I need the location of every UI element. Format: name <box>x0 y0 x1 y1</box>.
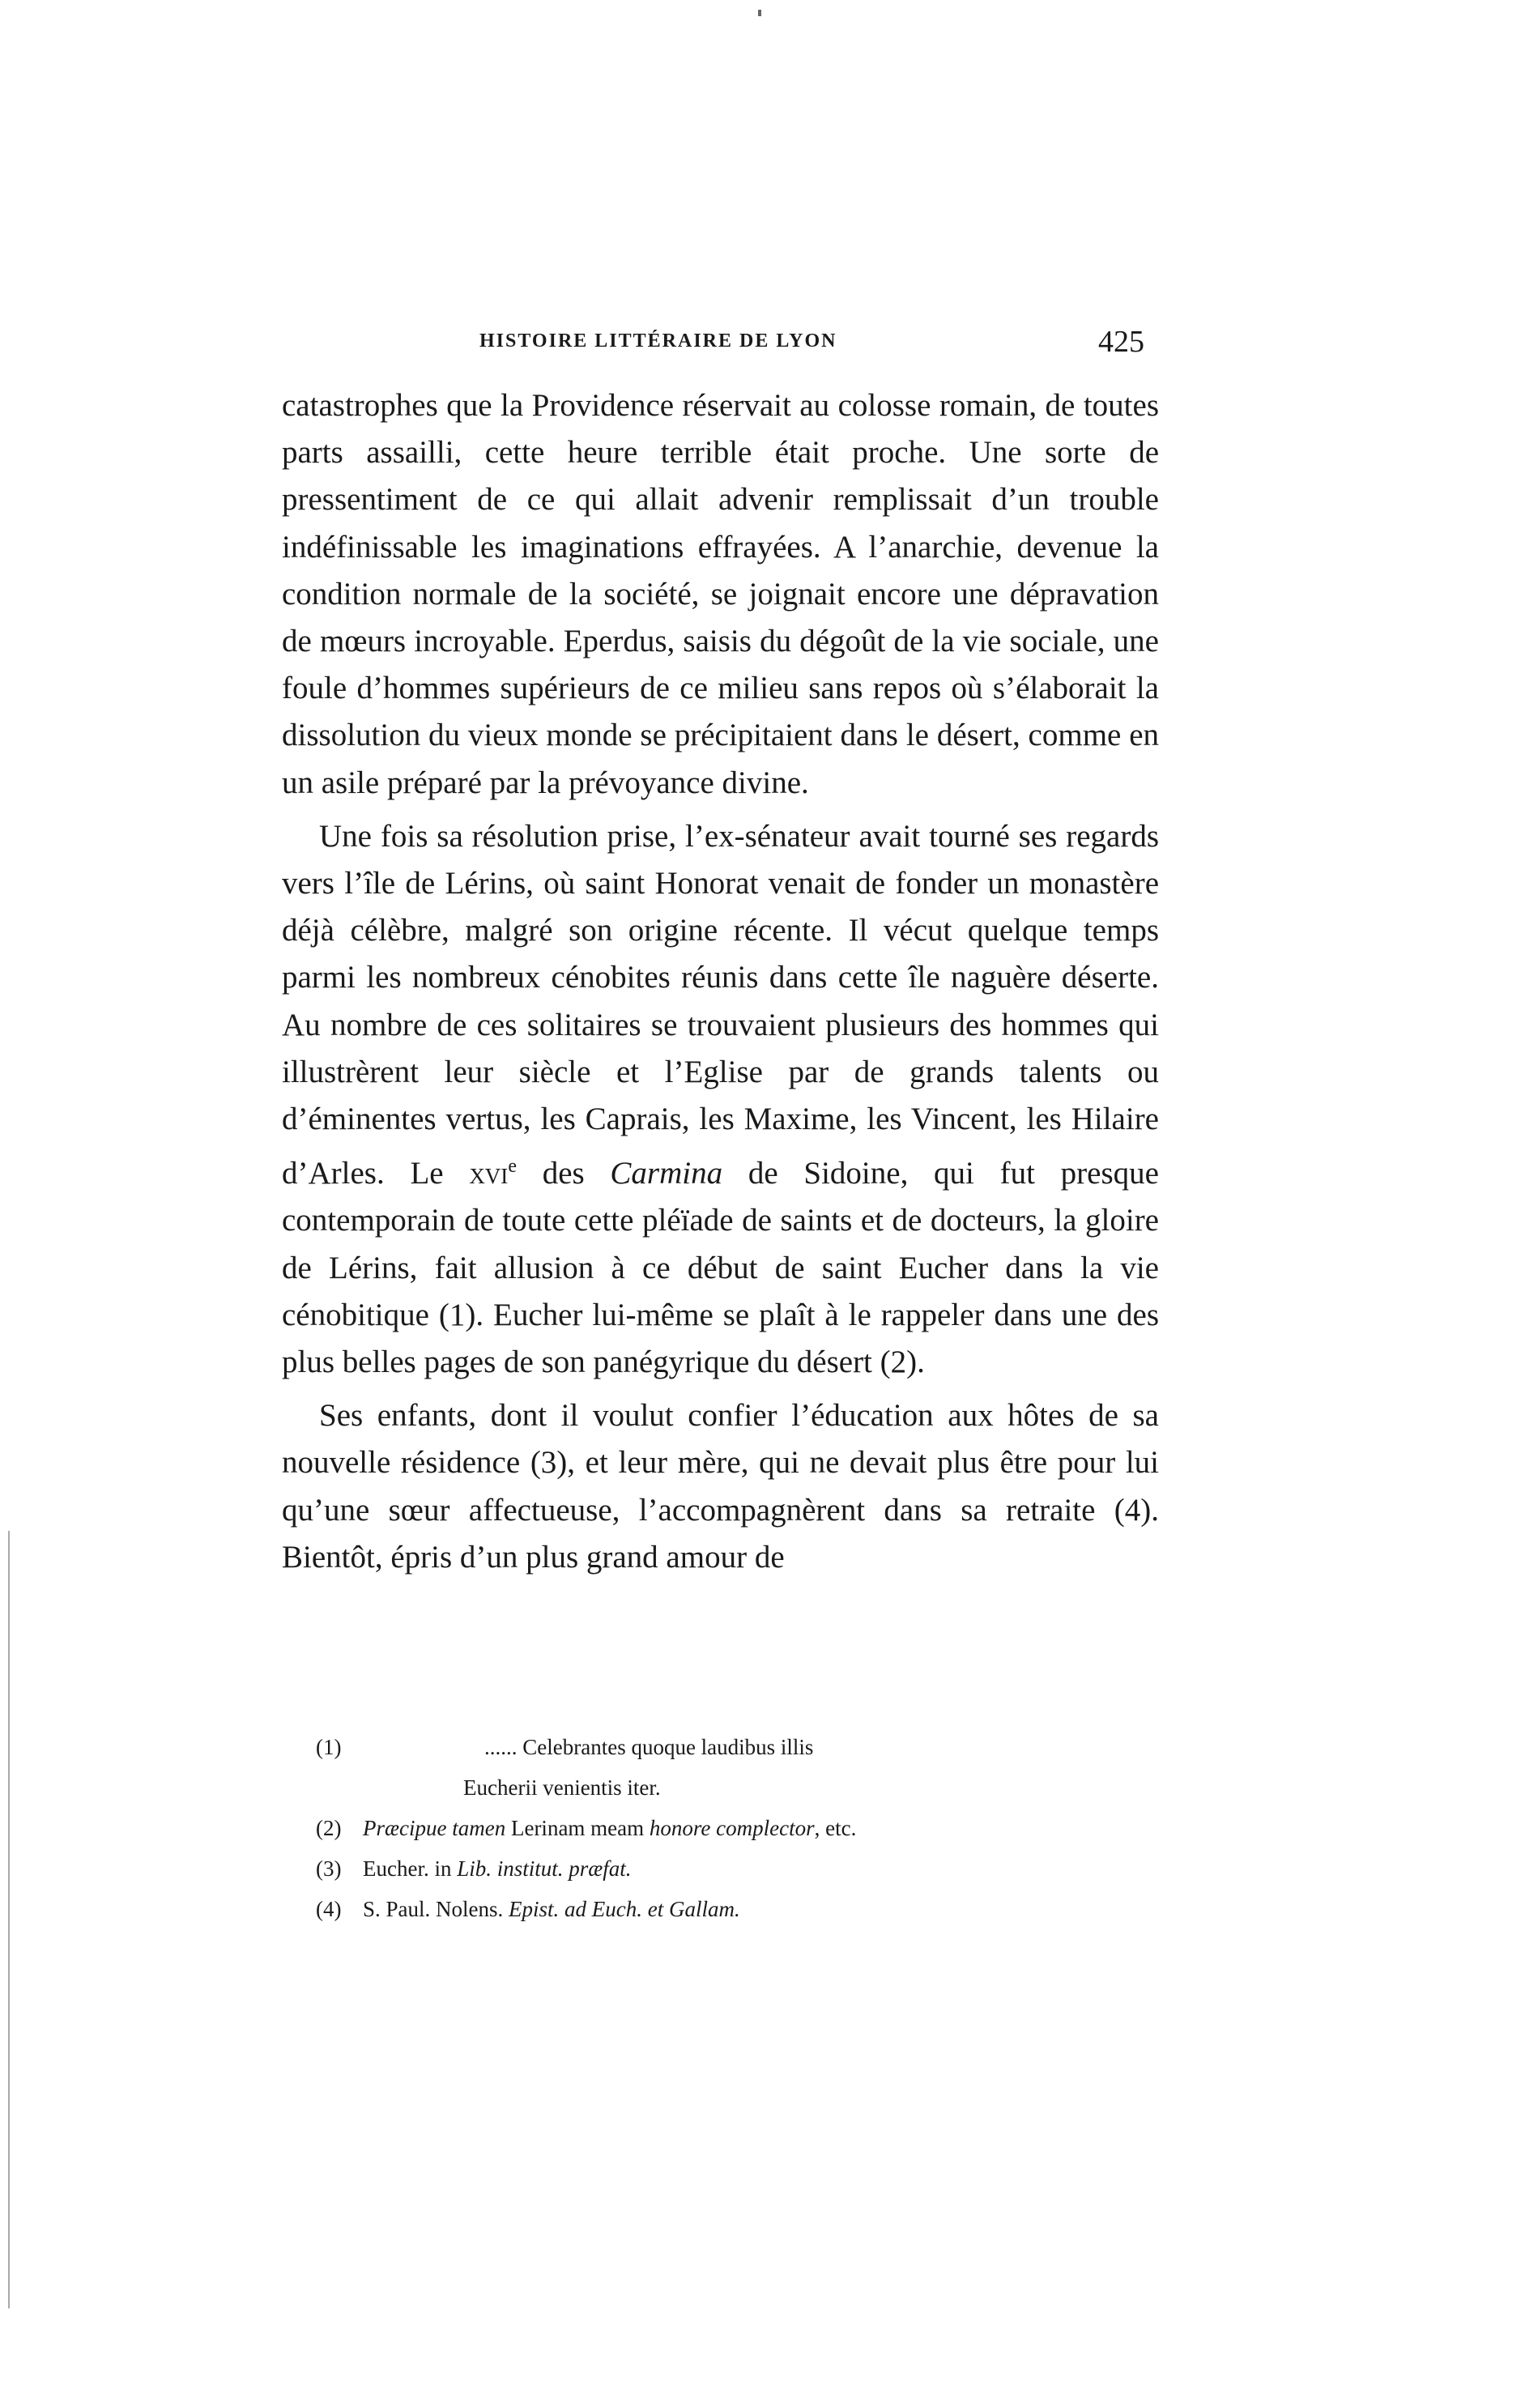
footnote-italic: Epist. ad Euch. et Gallam. <box>509 1897 740 1921</box>
footnote-text: Eucher. in <box>363 1856 458 1881</box>
footnote-text: ...... Celebrantes quoque laudibus illis <box>484 1735 814 1759</box>
scan-edge-line <box>8 1531 10 2308</box>
footnote-number: (1) <box>316 1735 342 1759</box>
footnote-text: Eucherii venientis iter. <box>463 1775 661 1800</box>
footnote-number: (4) <box>316 1897 342 1921</box>
paragraph-3: Ses enfants, dont il voulut confier l’éducation aux hôtes de sa nouvelle résidence (3), et leur mère, qui ne devait plus être pour lui qu’une sœur affectueuse, l’accompagnèrent dans sa retraite (4). Bientôt, épris d’un plus grand amour de <box>282 1398 1159 1575</box>
footnote-1 <box>316 1727 1045 1767</box>
ordinal-sup: e <box>508 1156 517 1178</box>
paragraph-2 <box>282 813 1159 1386</box>
footnote-italic: honore complector <box>649 1816 815 1840</box>
footnote-text: Lerinam meam <box>505 1816 650 1840</box>
footnote-text: S. Paul. Nolens. <box>363 1897 509 1921</box>
footnote-italic: Lib. institut. præfat. <box>457 1856 632 1881</box>
work-title: Carmina <box>610 1156 723 1191</box>
footnote-number: (3) <box>316 1856 342 1881</box>
page-number: 425 <box>1098 325 1144 359</box>
footnotes <box>316 1727 1045 1929</box>
footnote-1-verse <box>316 1767 1045 1808</box>
footnote-2 <box>316 1808 1045 1848</box>
scan-speck <box>758 10 761 16</box>
footnote-3 <box>316 1848 1045 1889</box>
text-des: des <box>516 1156 611 1191</box>
paragraph-2-text: Une fois sa résolution prise, l’ex-sénateur avait tourné ses regards vers l’île de Lérins, où saint Honorat venait de fonder un monastère déjà célèbre, malgré son origine récente. Il vécut quelque temps parmi les nombreux cénobites réunis dans cette île naguère déserte. Au nombre de ces solitaires se trouvaient plusieurs des hommes qui illustrèrent leur siècle et l’Eglise par de grands talents ou d’éminentes vertus, les Caprais, les Maxime, les Vincent, les Hilaire d’Arles. Le <box>282 818 1159 1191</box>
paragraph-1: catastrophes que la Providence réservait au colosse romain, de toutes parts assailli, cette heure terrible était proche. Une sorte de pressentiment de ce qui allait advenir remplissait d’un trouble indéfinissable les imaginations effrayées. A l’anarchie, devenue la condition normale de la société, se joignait encore une dépravation de mœurs incroyable. Eperdus, saisis du dégoût de la vie sociale, une foule d’hommes supérieurs de ce milieu sans repos où s’élaborait la dissolution du vieux monde se précipitaient dans le désert, comme en un asile préparé par la prévoyance divine. <box>282 388 1159 800</box>
footnote-italic: Præcipue tamen <box>363 1816 506 1840</box>
paragraph-2-rest: de Sidoine, qui fut presque contemporain de toute cette pléïade de saints et de docteurs, la gloire de Lérins, fait allusion à ce début de saint Eucher dans la vie cénobitique (1). Eucher lui-même se plaît à le rappeler dans une des plus belles pages de son panégyrique du désert (2). <box>282 1156 1159 1380</box>
body-text <box>282 382 1159 1581</box>
running-title: HISTOIRE LITTÉRAIRE DE LYON <box>479 330 837 352</box>
footnote-text: , etc. <box>814 1816 857 1840</box>
ordinal: xvi <box>469 1156 509 1191</box>
footnote-4 <box>316 1889 1045 1929</box>
footnote-number: (2) <box>316 1816 342 1840</box>
